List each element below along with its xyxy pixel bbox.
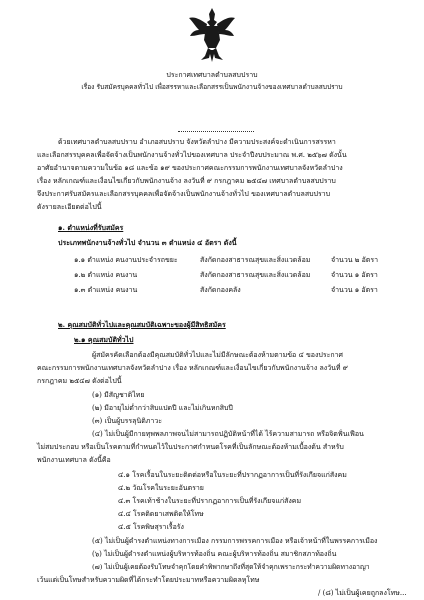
intro-line: และเลือกสรรบุคคลเพื่อจัดจ้างเป็นพนักงานจ้างทั่วไปของเทศบาล ประจำปีงบประมาณ พ.ศ. ๒๕๖๗ ดังนั้น [37, 151, 347, 159]
position-name: ๑.๓ ตำแหน่ง คนงาน [74, 286, 138, 294]
subject-line: เรื่อง รับสมัครบุคคลทั่วไป เพื่อสรรหาและเลือกสรรเป็นพนักงานจ้างของเทศบาลตำบลสบปราบ [81, 83, 343, 91]
disease-item: ๔.๒ วัณโรคในระยะอันตราย [118, 484, 204, 492]
intro-line: เรื่อง หลักเกณฑ์และเงื่อนไขเกี่ยวกับพนักงานจ้าง ลงวันที่ ๙ กรกฎาคม ๒๕๔๗ เทศบาลตำบลสบปราบ [37, 177, 336, 185]
intro-line: อาศัยอำนาจตามความในข้อ ๑๘ และข้อ ๑๙ ของประกาศคณะกรรมการพนักงานเทศบาลจังหวัดลำปาง [37, 164, 343, 172]
position-count: จำนวน ๒ อัตรา [331, 256, 379, 264]
disease-item: ๔.๓ โรคเท้าช้างในระยะที่ปรากฏอาการเป็นที่รังเกียจแก่สังคม [118, 497, 302, 505]
list-item: (๑) มีสัญชาติไทย [92, 391, 145, 399]
body-line: ผู้สมัครคัดเลือกต้องมีคุณสมบัติทั่วไปและไม่มีลักษณะต้องห้ามตามข้อ ๔ ของประกาศ [92, 351, 343, 359]
body-line: พนักงานเทศบาล ดังนี้คือ [37, 456, 111, 464]
body-line: เว้นแต่เป็นโทษสำหรับความผิดที่ได้กระทำโดยประมาทหรือความผิดลหุโทษ [37, 576, 260, 584]
page-title: ประกาศเทศบาลตำบลสบปราบ [166, 71, 258, 79]
intro-line: จึงประกาศรับสมัครและเลือกสรรบุคคลเพื่อจัดจ้างเป็นพนักงานจ้างทั่วไป ของเทศบาลตำบลสบปราบ [37, 190, 331, 198]
body-line: ไม่สมประกอบ หรือเป็นโรคตามที่กำหนดไว้ในประกาศกำหนดโรคที่เป็นลักษณะต้องห้ามเบื้องต้น สำหรับ [37, 443, 344, 451]
section-subheading: ประเภทพนักงานจ้างทั่วไป จำนวน ๓ ตำแหน่ง ๔ อัตรา ดังนี้ [58, 238, 237, 247]
intro-line: ด้วยเทศบาลตำบลสบปราบ อำเภอสบปราบ จังหวัดลำปาง มีความประสงค์จะดำเนินการสรรหา [58, 138, 336, 146]
intro-line: ดังรายละเอียดต่อไปนี้ [37, 203, 102, 211]
position-dept: สังกัดกองสาธารณสุขและสิ่งแวดล้อม [200, 256, 311, 264]
position-count: จำนวน ๑ อัตรา [331, 271, 378, 279]
position-name: ๑.๒ ตำแหน่ง คนงาน [74, 271, 138, 279]
continue-marker: / (๘) ไม่เป็นผู้เคยถูกลงโทษ... [318, 589, 407, 597]
position-dept: สังกัดกองสาธารณสุขและสิ่งแวดล้อม [200, 271, 311, 279]
position-dept: สังกัดกองคลัง [200, 286, 241, 294]
list-item: (๔) ไม่เป็นผู้มีกายทุพพลภาพจนไม่สามารถปฏิบัติหน้าที่ได้ ไร้ความสามารถ หรือจิตฟั่นเฟือน [92, 430, 364, 438]
position-count: จำนวน ๑ อัตรา [331, 286, 378, 294]
list-item: (๖) ไม่เป็นผู้ดำรงตำแหน่งผู้บริหารท้องถิ่น คณะผู้บริหารท้องถิ่น สมาชิกสภาท้องถิ่น [92, 550, 337, 558]
body-line: กรกฎาคม ๒๕๔๗ ดังต่อไปนี้ [37, 377, 122, 385]
title-divider [178, 131, 254, 132]
disease-item: ๔.๔ โรคติดยาเสพติดให้โทษ [118, 510, 204, 518]
section-heading: ๑. ตำแหน่งที่รับสมัคร [58, 223, 124, 232]
garuda-emblem-icon [187, 6, 237, 62]
list-item: (๗) ไม่เป็นผู้เคยต้องรับโทษจำคุกโดยคำพิพากษาถึงที่สุดให้จำคุกเพราะกระทำความผิดทางอาญา [92, 563, 370, 571]
section-subheading: ๒.๑ คุณสมบัติทั่วไป [74, 335, 134, 344]
section-heading: ๒. คุณสมบัติทั่วไปและคุณสมบัติเฉพาะของผู้มีสิทธิสมัคร [58, 320, 226, 329]
disease-item: ๔.๑ โรคเรื้อนในระยะติดต่อหรือในระยะที่ปรากฏอาการเป็นที่รังเกียจแก่สังคม [118, 471, 347, 479]
list-item: (๓) เป็นผู้บรรลุนิติภาวะ [92, 417, 163, 425]
disease-item: ๔.๕ โรคพิษสุราเรื้อรัง [118, 523, 184, 531]
position-name: ๑.๑ ตำแหน่ง คนงานประจำรถขยะ [74, 256, 178, 264]
list-item: (๒) มีอายุไม่ต่ำกว่าสิบแปดปี และไม่เกินหกสิบปี [92, 404, 233, 412]
list-item: (๕) ไม่เป็นผู้ดำรงตำแหน่งทางการเมือง กรรมการพรรคการเมือง หรือเจ้าหน้าที่ในพรรคการเมือง [92, 537, 378, 545]
body-line: คณะกรรมการพนักงานเทศบาลจังหวัดลำปาง เรื่อง หลักเกณฑ์และเงื่อนไขเกี่ยวกับพนักงานจ้าง ลงวันที่ ๙ [37, 364, 348, 372]
